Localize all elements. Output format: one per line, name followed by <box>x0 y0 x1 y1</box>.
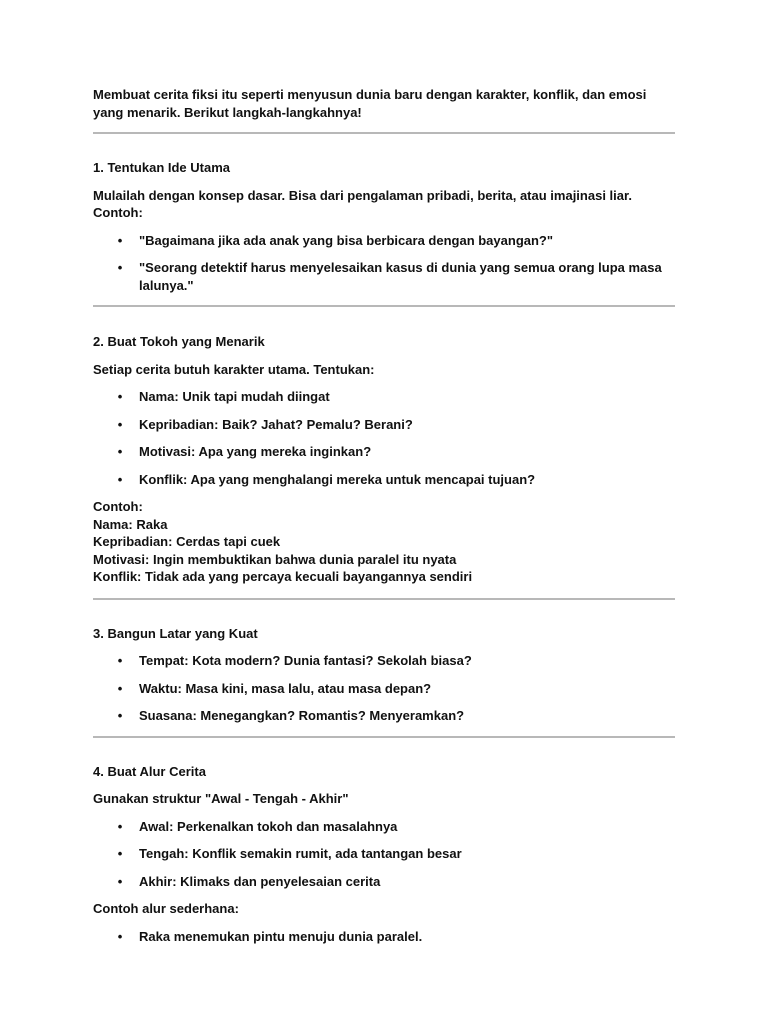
section-1-list <box>93 232 675 295</box>
divider <box>93 736 675 738</box>
section-2-heading: 2. Buat Tokoh yang Menarik <box>93 334 265 349</box>
bullet-icon: • <box>117 653 123 668</box>
list-item <box>93 259 675 294</box>
section-4-heading: 4. Buat Alur Cerita <box>93 763 206 779</box>
section-2-list <box>93 388 675 488</box>
section-4-list <box>93 818 675 891</box>
list-item-text: Suasana: Menegangkan? Romantis? Menyeramkan? <box>139 708 465 723</box>
list-item-text: "Bagaimana jika ada anak yang bisa berbicara dengan bayangan?" <box>139 232 554 248</box>
bullet-icon: • <box>117 846 123 861</box>
divider <box>93 305 675 307</box>
bullet-icon: • <box>117 708 123 723</box>
example-line: Kepribadian: Cerdas tapi cuek <box>93 534 281 549</box>
character-example <box>93 498 675 586</box>
section-3-list <box>93 652 675 725</box>
list-item <box>93 873 675 891</box>
bullet-icon: • <box>117 873 123 889</box>
section-4-text: Gunakan struktur "Awal - Tengah - Akhir" <box>93 791 349 806</box>
bullet-icon: • <box>117 389 123 404</box>
section-1-text: Mulailah dengan konsep dasar. Bisa dari pengalaman pribadi, berita, atau imajinasi liar. Contoh: <box>93 187 632 220</box>
divider <box>93 598 675 600</box>
bullet-icon: • <box>117 471 123 487</box>
bullet-icon: • <box>117 416 123 432</box>
example-line: Nama: Raka <box>93 516 168 532</box>
list-item-text: Kepribadian: Baik? Jahat? Pemalu? Berani? <box>139 416 413 432</box>
list-item-text: Waktu: Masa kini, masa lalu, atau masa depan? <box>139 680 432 696</box>
bullet-icon: • <box>117 444 123 459</box>
list-item <box>93 707 675 725</box>
list-item <box>93 232 675 250</box>
section-1-heading: 1. Tentukan Ide Utama <box>93 160 231 175</box>
example-line: Motivasi: Ingin membuktikan bahwa dunia paralel itu nyata <box>93 551 457 567</box>
section-3-heading: 3. Bangun Latar yang Kuat <box>93 625 258 641</box>
document-body <box>93 86 675 945</box>
list-item-text: Awal: Perkenalkan tokoh dan masalahnya <box>139 818 398 834</box>
list-item-text: Tempat: Kota modern? Dunia fantasi? Sekolah biasa? <box>139 653 472 668</box>
list-item <box>93 652 675 670</box>
bullet-icon: • <box>117 818 123 834</box>
list-item <box>93 928 675 946</box>
list-item <box>93 471 675 489</box>
bullet-icon: • <box>117 232 123 248</box>
list-item <box>93 416 675 434</box>
list-item-text: "Seorang detektif harus menyelesaikan kasus di dunia yang semua orang lupa masa lalunya." <box>139 260 662 293</box>
section-4-text-2: Contoh alur sederhana: <box>93 901 239 916</box>
list-item <box>93 818 675 836</box>
section-2-text: Setiap cerita butuh karakter utama. Tentukan: <box>93 361 375 377</box>
list-item-text: Raka menemukan pintu menuju dunia paralel. <box>139 928 423 944</box>
list-item <box>93 680 675 698</box>
section-4-list-2 <box>93 928 675 946</box>
intro-paragraph: Membuat cerita fiksi itu seperti menyusun dunia baru dengan karakter, konflik, dan emosi yang menarik. Berikut langkah-langkahnya! <box>93 87 647 120</box>
bullet-icon: • <box>117 680 123 696</box>
list-item <box>93 443 675 461</box>
example-line: Konflik: Tidak ada yang percaya kecuali bayangannya sendiri <box>93 569 473 584</box>
list-item <box>93 845 675 863</box>
list-item-text: Akhir: Klimaks dan penyelesaian cerita <box>139 873 381 889</box>
list-item-text: Tengah: Konflik semakin rumit, ada tantangan besar <box>139 846 462 861</box>
example-line: Contoh: <box>93 499 143 514</box>
list-item-text: Nama: Unik tapi mudah diingat <box>139 389 330 404</box>
list-item-text: Motivasi: Apa yang mereka inginkan? <box>139 444 372 459</box>
divider <box>93 132 675 134</box>
list-item <box>93 388 675 406</box>
bullet-icon: • <box>117 260 123 275</box>
list-item-text: Konflik: Apa yang menghalangi mereka untuk mencapai tujuan? <box>139 471 536 487</box>
bullet-icon: • <box>117 928 123 944</box>
